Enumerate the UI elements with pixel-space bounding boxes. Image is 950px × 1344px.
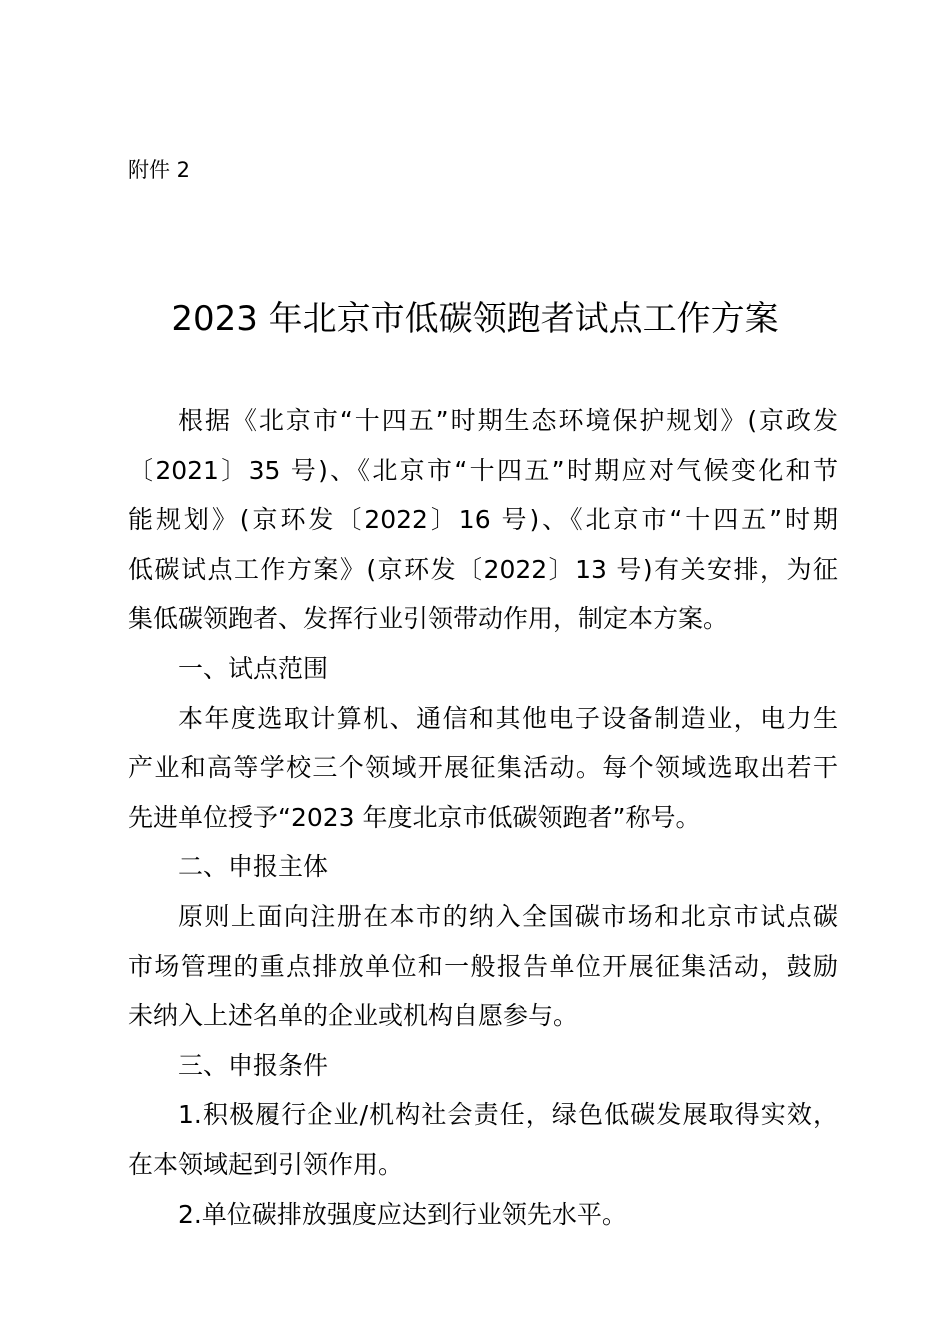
document-title: 2023 年北京市低碳领跑者试点工作方案 bbox=[171, 299, 779, 339]
paragraph-line: 本年度选取计算机、通信和其他电子设备制造业，电力生 bbox=[178, 703, 838, 733]
paragraph-line: 未纳入上述名单的企业或机构自愿参与。 bbox=[128, 1001, 579, 1031]
paragraph-line: 产业和高等学校三个领域开展征集活动。每个领域选取出若干 bbox=[128, 753, 838, 783]
attachment-label: 附件 2 bbox=[128, 158, 191, 182]
paragraph-line: 低碳试点工作方案》(京环发〔2022〕13 号)有关安排，为征 bbox=[128, 554, 838, 584]
section-heading: 二、申报主体 bbox=[178, 852, 329, 882]
paragraph-line: 能规划》(京环发〔2022〕16 号)、《北京市“十四五”时期 bbox=[128, 505, 838, 535]
paragraph-line: 根据《北京市“十四五”时期生态环境保护规划》(京政发 bbox=[178, 406, 838, 435]
paragraph-line: 原则上面向注册在本市的纳入全国碳市场和北京市试点碳 bbox=[178, 901, 838, 931]
paragraph-line: 市场管理的重点排放单位和一般报告单位开展征集活动，鼓励 bbox=[128, 951, 838, 981]
document-body bbox=[128, 396, 838, 1239]
section-heading: 三、申报条件 bbox=[178, 1050, 329, 1080]
list-item-line: 1.积极履行企业/机构社会责任，绿色低碳发展取得实效， bbox=[178, 1100, 838, 1130]
paragraph-line: 先进单位授予“2023 年度北京市低碳领跑者”称号。 bbox=[128, 802, 701, 832]
list-item-line: 2.单位碳排放强度应达到行业领先水平。 bbox=[178, 1199, 627, 1229]
paragraph-line: 集低碳领跑者、发挥行业引领带动作用，制定本方案。 bbox=[128, 604, 729, 634]
list-item-line: 在本领域起到引领作用。 bbox=[128, 1149, 404, 1179]
paragraph-line: 〔2021〕35 号)、《北京市“十四五”时期应对气候变化和节 bbox=[128, 455, 838, 485]
section-heading: 一、试点范围 bbox=[178, 653, 329, 683]
